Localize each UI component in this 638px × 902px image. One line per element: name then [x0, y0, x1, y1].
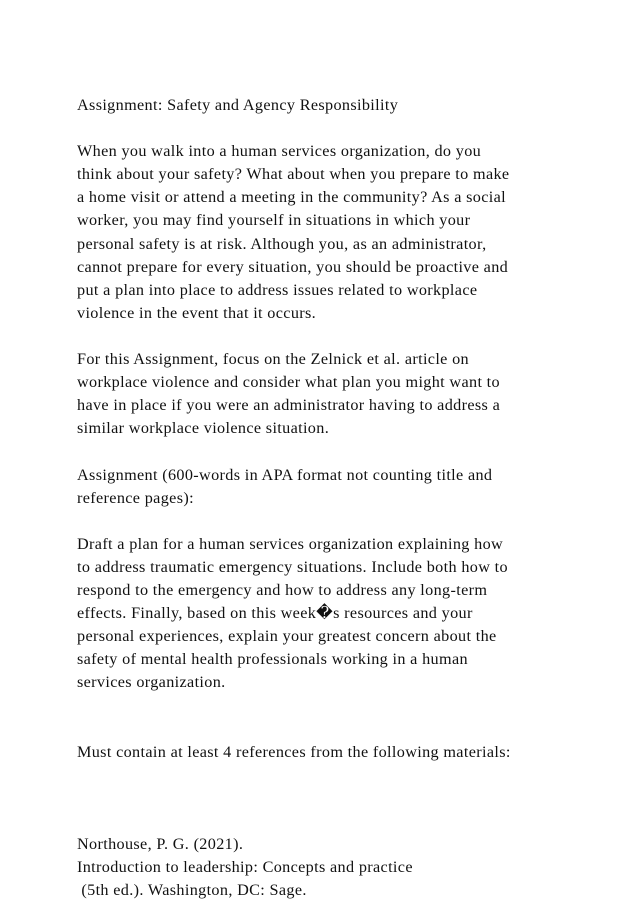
intro-line: violence in the event that it occurs.: [77, 303, 317, 322]
intro-line: When you walk into a human services organization, do you: [77, 142, 482, 161]
blank-line: [77, 325, 577, 348]
reference-line: (5th ed.). Washington, DC: Sage.: [77, 881, 307, 900]
draft-line: safety of mental health professionals working in a human: [77, 650, 468, 669]
document-body: [77, 94, 577, 902]
blank-line: [77, 694, 577, 740]
intro-paragraph: [77, 140, 577, 325]
assignment-paragraph: [77, 464, 577, 510]
intro-line: cannot prepare for every situation, you should be proactive and: [77, 257, 509, 276]
intro-line: think about your safety? What about when you prepare to make: [77, 165, 510, 184]
reference-line: Northouse, P. G. (2021).: [77, 835, 244, 854]
intro-line: a home visit or attend a meeting in the community? As a social: [77, 188, 506, 207]
draft-paragraph: [77, 533, 577, 695]
assignment-line: Assignment (600-words in APA format not counting title and: [77, 465, 493, 484]
draft-line: personal experiences, explain your greatest concern about the: [77, 627, 497, 646]
intro-line: worker, you may find yourself in situations in which your: [77, 211, 471, 230]
document-title: Assignment: Safety and Agency Responsibility: [77, 96, 399, 114]
draft-line: effects. Finally, based on this week�s resources and your: [77, 604, 473, 623]
intro-line: put a plan into place to address issues related to workplace: [77, 280, 478, 299]
draft-line: Draft a plan for a human services organization explaining how: [77, 534, 504, 553]
blank-line: [77, 117, 577, 140]
draft-line: respond to the emergency and how to address any long-term: [77, 580, 488, 599]
focus-line: have in place if you were an administrator having to address a: [77, 396, 501, 415]
focus-line: For this Assignment, focus on the Zelnick et al. article on: [77, 350, 469, 369]
assignment-line: reference pages):: [77, 488, 194, 507]
blank-line: [77, 764, 577, 833]
reference-entry: [77, 833, 577, 902]
focus-paragraph: [77, 348, 577, 440]
draft-line: services organization.: [77, 673, 226, 692]
intro-line: personal safety is at risk. Although you, as an administrator,: [77, 234, 487, 253]
references-intro: Must contain at least 4 references from the following materials:: [77, 742, 511, 761]
reference-line: Introduction to leadership: Concepts and practice: [77, 858, 413, 877]
draft-line: to address traumatic emergency situations. Include both how to: [77, 557, 508, 576]
blank-line: [77, 510, 577, 533]
focus-line: workplace violence and consider what plan you might want to: [77, 373, 500, 392]
focus-line: similar workplace violence situation.: [77, 419, 330, 438]
blank-line: [77, 440, 577, 463]
